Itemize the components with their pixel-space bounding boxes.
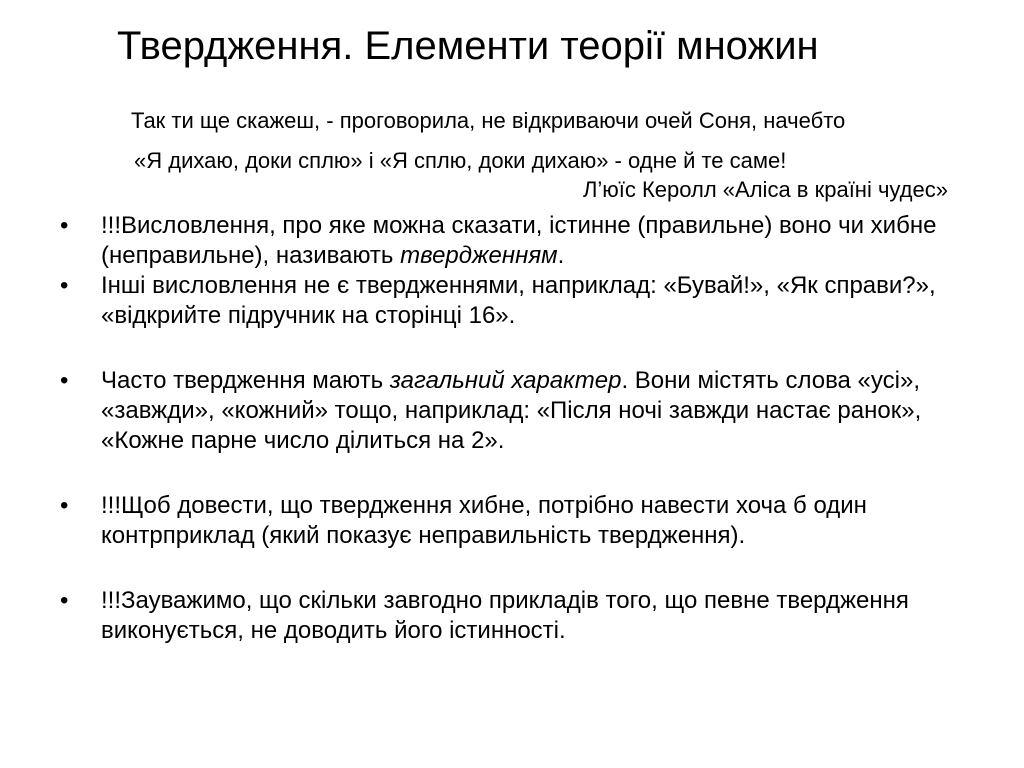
bullet-item-general-character: [60, 366, 965, 456]
bullet-dot-icon: •: [60, 367, 69, 394]
bullet-item-definition: [60, 211, 965, 271]
bullet-emphasis: загальний характер: [389, 367, 622, 394]
bullet-text-end: . Вони містять слова «усі», «завжди», «кожний» тощо, наприклад: «Після ночі завжди настає ранок», «Кожне парне число ділиться на 2».: [101, 367, 922, 454]
bullet-dot-icon: •: [60, 492, 69, 519]
epigraph-line-1: Так ти ще скажеш, - проговорила, не відкриваючи очей Соня, начебто: [131, 108, 846, 133]
bullet-item-examples-not-proof: [60, 586, 965, 646]
bullet-dot-icon: •: [60, 272, 69, 299]
bullet-dot-icon: •: [60, 212, 69, 239]
slide-title: Твердження. Елементи теорії множин: [117, 24, 819, 68]
epigraph-line-2: «Я дихаю, доки сплю» і «Я сплю, доки дихаю» - одне й те саме!: [134, 148, 787, 173]
epigraph-attribution: Л’юїс Керолл «Аліса в країні чудес»: [582, 177, 948, 202]
bullet-text: !!!Зауважимо, що скільки завгодно прикладів того, що певне твердження виконується, не доводить його істинності.: [101, 587, 909, 644]
bullet-item-non-statements: [60, 271, 965, 331]
bullet-item-counterexample: [60, 491, 965, 551]
bullet-text-end: .: [557, 242, 565, 269]
bullet-text: Інші висловлення не є твердженнями, наприклад: «Бувай!», «Як справи?», «відкрийте підручник на сторінці 16».: [101, 272, 936, 329]
bullet-list: [60, 211, 965, 646]
bullet-emphasis: твердженням: [400, 242, 558, 269]
bullet-text: !!!Висловлення, про яке можна сказати, істинне (правильне) воно чи хибне (неправильне), називають: [101, 212, 937, 269]
bullet-text: !!!Щоб довести, що твердження хибне, потрібно навести хоча б один контрприклад (який показує неправильність твердження).: [101, 492, 867, 549]
bullet-dot-icon: •: [60, 587, 69, 614]
bullet-text: Часто твердження мають: [101, 367, 390, 394]
